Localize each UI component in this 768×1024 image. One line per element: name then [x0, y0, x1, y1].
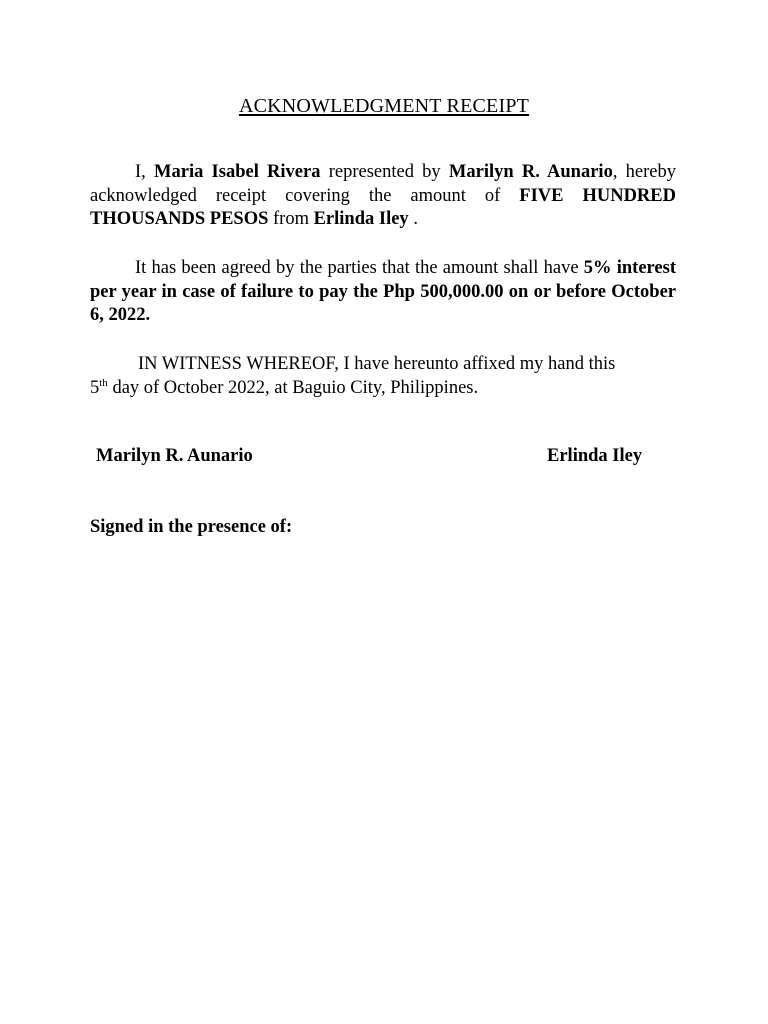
witness-day-suffix: th	[99, 376, 108, 389]
representative-name: Marilyn R. Aunario	[448, 162, 613, 182]
amount-in-words: FIVE HUNDRED THOUSANDS PESOS	[90, 185, 676, 229]
recipient-name: Maria Isabel Rivera	[154, 162, 321, 182]
paragraph-agreement	[90, 257, 676, 328]
presence-label: Signed in the presence of:	[90, 517, 293, 537]
paragraph-acknowledgment	[90, 161, 676, 232]
p1-text-3: , hereby acknowledged receipt covering the amount of	[90, 162, 677, 206]
p1-text-2: represented by	[320, 162, 449, 182]
p3-text-1: IN WITNESS WHEREOF, I have hereunto affixed my hand this	[138, 354, 616, 374]
p3-text-2: day of October 2022, at Baguio City, Philippines.	[107, 377, 479, 398]
p1-text-1: I,	[135, 162, 155, 182]
paragraph-witness	[90, 353, 676, 400]
p2-text-1: It has been agreed by the parties that the amount shall have	[135, 258, 584, 278]
interest-terms: 5% interest per year in case of failure to pay the Php 500,000.00 on or before October 6, 2022.	[90, 258, 677, 325]
payor-name: Erlinda Iley	[313, 209, 409, 229]
witness-day: 5	[90, 377, 100, 398]
p1-text-5: .	[408, 209, 418, 229]
p1-text-4: from	[268, 209, 314, 229]
signatory-right: Erlinda Iley	[547, 446, 643, 466]
document-title: ACKNOWLEDGMENT RECEIPT	[238, 95, 530, 117]
signatory-left: Marilyn R. Aunario	[96, 446, 253, 466]
